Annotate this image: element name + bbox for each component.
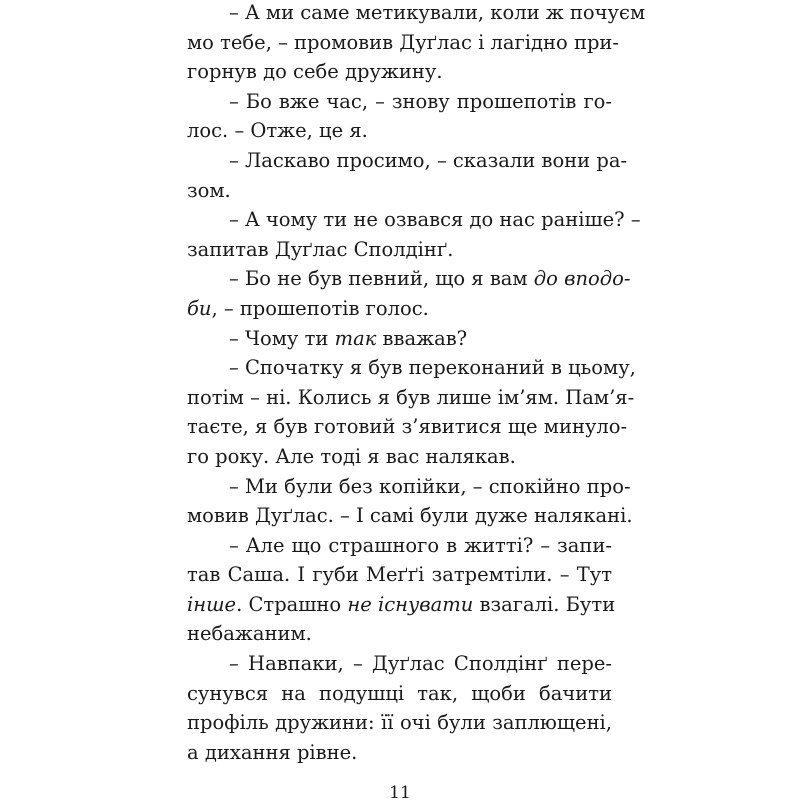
text-line <box>187 738 612 768</box>
text-line <box>187 501 633 531</box>
text-line <box>187 264 631 294</box>
text-line <box>187 412 628 442</box>
text-line <box>187 353 636 383</box>
text-segment: – Чому ти <box>229 326 335 350</box>
text-segment: – Ласкаво просимо, – сказали вони ра- <box>229 148 628 172</box>
text-line <box>187 116 612 146</box>
text-segment: – А чому ти не озвався до нас раніше? – <box>229 208 641 232</box>
text-segment: профіль дружини: її очі були заплющені, <box>187 711 612 735</box>
text-segment: мовив Дуґлас. – І самі були дуже налякані. <box>187 504 633 528</box>
text-line <box>187 146 628 176</box>
text-segment: – Бо не був певний, що я вам <box>229 267 534 291</box>
text-line <box>187 0 646 28</box>
text-segment: потім – ні. Колись я був лише ім’ям. Пам’я- <box>187 385 635 409</box>
italic-text: інше <box>187 592 237 616</box>
text-line <box>187 324 612 354</box>
text-segment: зом. <box>187 178 231 202</box>
text-segment: вважав? <box>376 326 468 350</box>
text-segment: таєте, я був готовий з’явитися ще минуло- <box>187 415 628 439</box>
text-segment: мо тебе, – промовив Дуґлас і лагідно при- <box>187 30 620 54</box>
text-line <box>187 176 612 206</box>
text-segment: а дихання рівне. <box>187 740 358 764</box>
text-segment: горнув до себе дружину. <box>187 60 443 84</box>
text-segment: – А ми саме метикували, коли ж почуєм <box>229 1 646 24</box>
text-line <box>187 531 612 561</box>
text-line <box>187 649 612 679</box>
text-segment: – Ми були без копійки, – спокійно про- <box>229 474 631 498</box>
italic-text: би <box>187 296 212 320</box>
italic-text: до вподо- <box>533 267 631 291</box>
text-segment: тав Саша. І губи Меґґі затремтіли. – Тут <box>187 563 612 587</box>
text-line <box>187 383 635 413</box>
text-segment: запитав Дуґлас Сполдінґ. <box>187 237 454 261</box>
text-line <box>187 472 631 502</box>
text-segment: сунувся на подушці так, щоби бачити <box>187 681 612 705</box>
italic-text: не існувати <box>347 592 474 616</box>
text-segment: . Страшно <box>236 592 348 616</box>
page-number: 11 <box>389 783 411 803</box>
text-segment: – Але що страшного в житті? – запи- <box>229 533 612 557</box>
text-line <box>187 590 616 620</box>
text-segment: лос. – Отже, це я. <box>187 119 368 143</box>
text-line <box>187 560 612 590</box>
text-line <box>187 294 612 324</box>
text-line <box>187 619 612 649</box>
text-segment: взагалі. Бути <box>473 592 616 616</box>
text-line <box>187 235 612 265</box>
text-line <box>187 57 612 87</box>
text-segment: – Бо вже час, – знову прошепотів го- <box>229 89 612 113</box>
text-segment: го року. Але тоді я вас налякав. <box>187 444 516 468</box>
text-line <box>187 205 641 235</box>
text-segment: – Навпаки, – Дуґлас Сполдінґ пере- <box>229 652 612 676</box>
text-line <box>187 679 612 709</box>
text-segment: – Спочатку я був переконаний в цьому, <box>229 356 636 380</box>
text-segment: , – прошепотів голос. <box>211 296 429 320</box>
text-line <box>187 87 612 117</box>
italic-text: так <box>334 326 377 350</box>
text-segment: небажаним. <box>187 622 312 646</box>
text-line <box>187 442 612 472</box>
body-text <box>187 0 646 767</box>
text-line <box>187 708 612 738</box>
text-line <box>187 28 620 58</box>
